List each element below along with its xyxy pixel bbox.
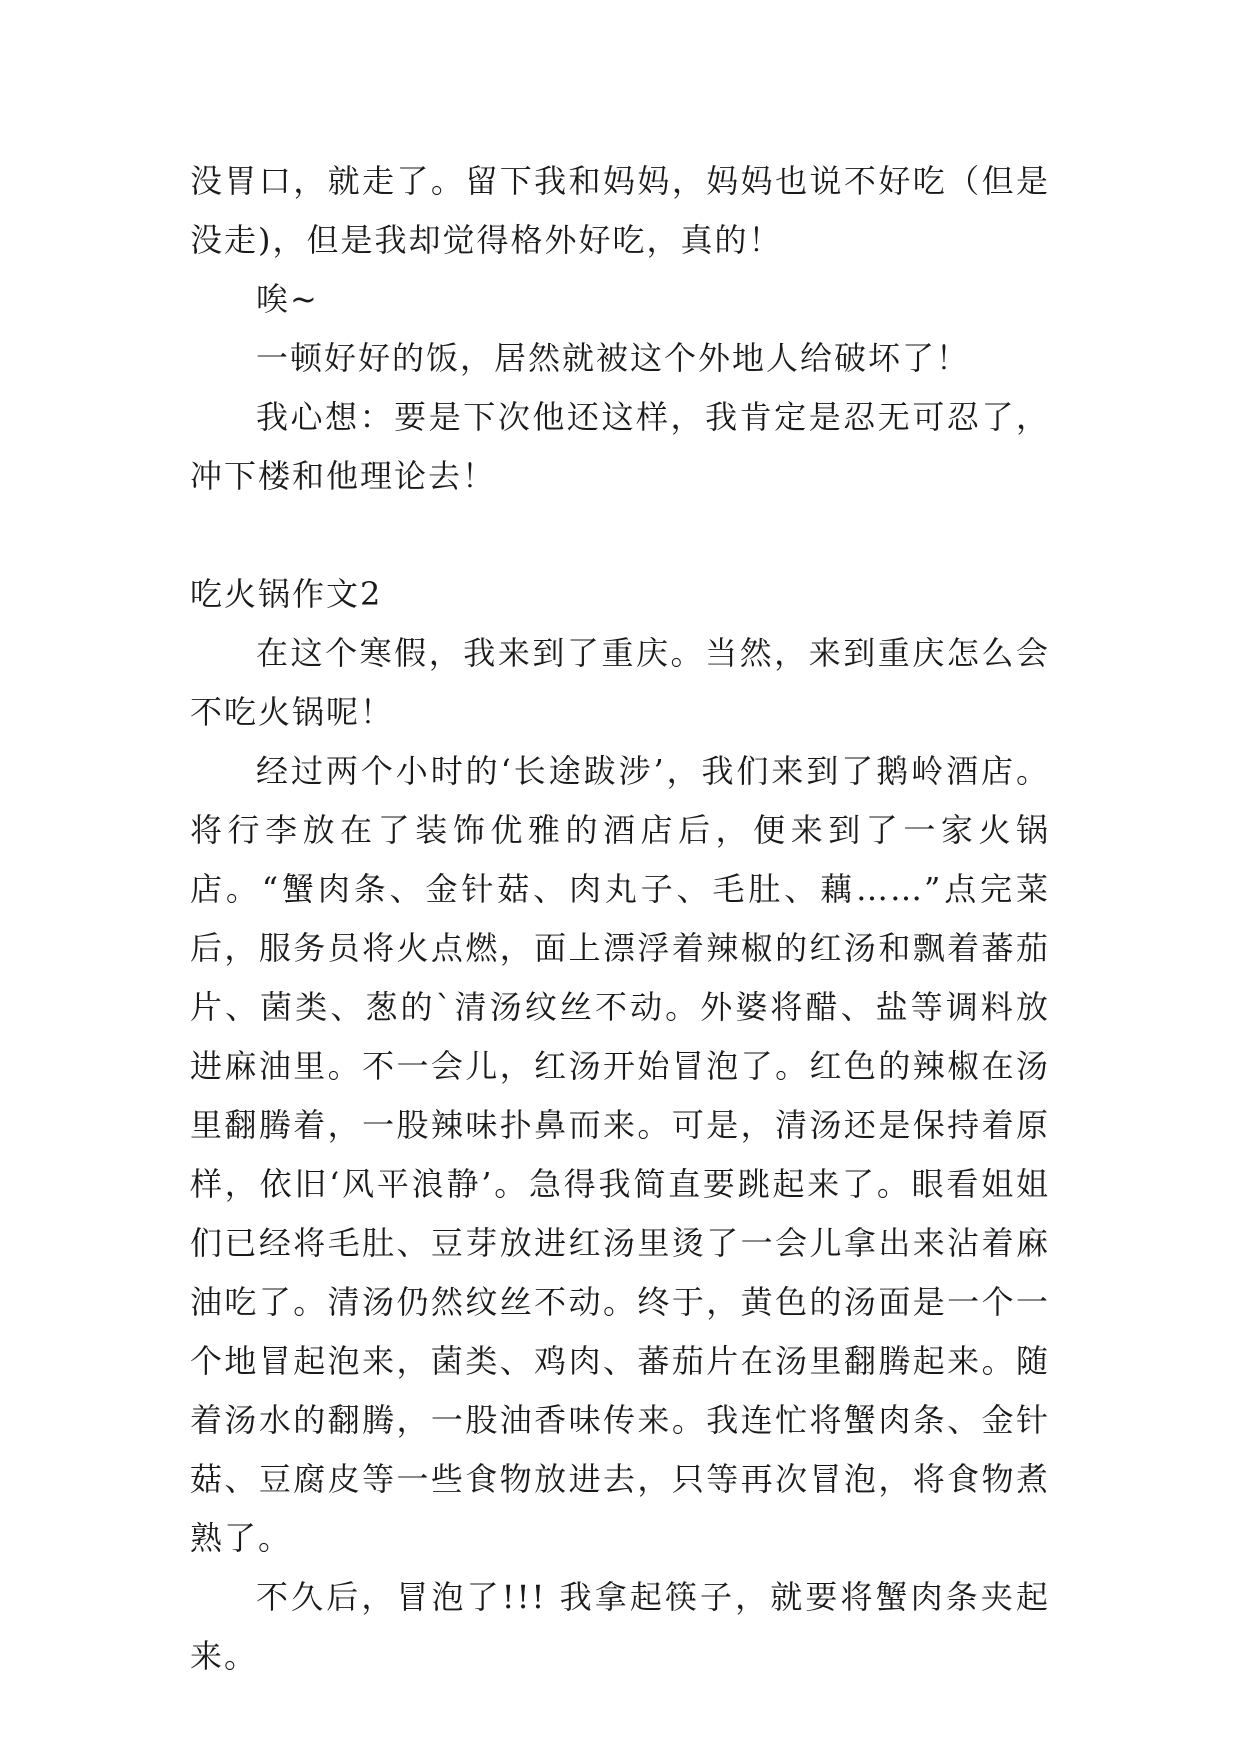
paragraph-5: 在这个寒假，我来到了重庆。当然，来到重庆怎么会不吃火锅呢！ — [190, 634, 1050, 731]
document-body — [190, 152, 1050, 1686]
paragraph-7: 不久后，冒泡了!!! 我拿起筷子，就要将蟹肉条夹起来。 — [190, 1578, 1050, 1675]
paragraph-4: 我心想：要是下次他还这样，我肯定是忍无可忍了，冲下楼和他理论去！ — [190, 398, 1050, 495]
paragraph-1: 没胃口，就走了。留下我和妈妈，妈妈也说不好吃（但是没走)，但是我却觉得格外好吃，真的！ — [190, 162, 1050, 259]
paragraph-2: 唉~ — [256, 280, 319, 318]
paragraph-6: 经过两个小时的‘长途跋涉’，我们来到了鹅岭酒店。将行李放在了装饰优雅的酒店后，便来到了一家火锅店。“蟹肉条、金针菇、肉丸子、毛肚、藕……”点完菜后，服务员将火点燃，面上漂浮着辣椒的红汤和飘着蕃茄片、菌类、葱的`清汤纹丝不动。外婆将醋、盐等调料放进麻油里。不一会儿，红汤开始冒泡了。红色的辣椒在汤里翻腾着，一股辣味扑鼻而来。可是，清汤还是保持着原样，依旧‘风平浪静’。急得我简直要跳起来了。眼看姐姐们已经将毛肚、豆芽放进红汤里烫了一会儿拿出来沾着麻油吃了。清汤仍然纹丝不动。终于，黄色的汤面是一个一个地冒起泡来，菌类、鸡肉、蕃茄片在汤里翻腾起来。随着汤水的翻腾，一股油香味传来。我连忙将蟹肉条、金针菇、豆腐皮等一些食物放进去，只等再次冒泡，将食物煮熟了。 — [190, 752, 1050, 1557]
section-heading: 吃火锅作文2 — [190, 575, 383, 613]
paragraph-3: 一顿好好的饭，居然就被这个外地人给破坏了！ — [256, 339, 971, 377]
